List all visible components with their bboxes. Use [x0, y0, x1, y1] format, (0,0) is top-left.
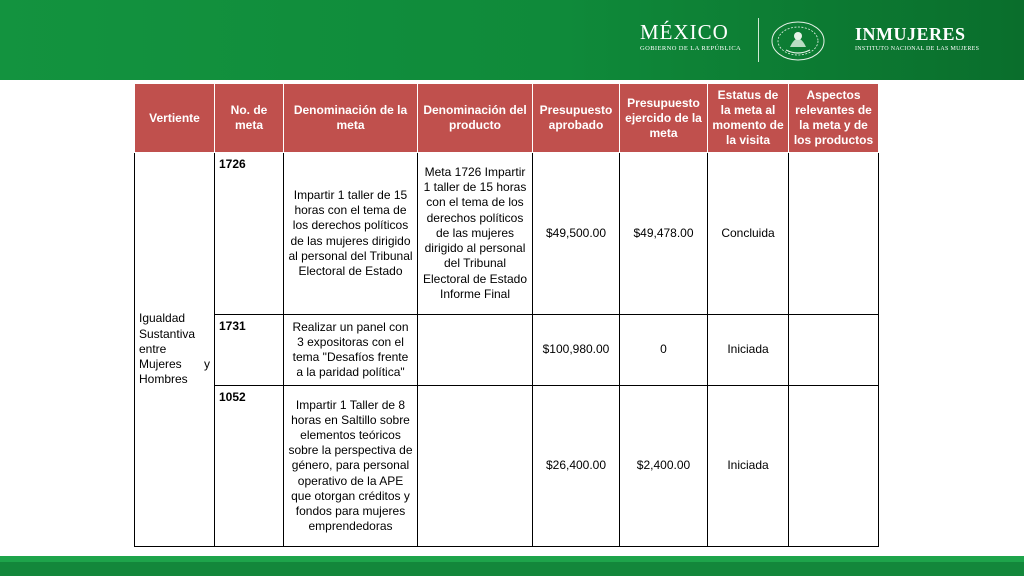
meta-description: Impartir 1 Taller de 8 horas en Saltillo sobre elementos teóricos sobre la perspectiva de género, para personal operativo de la APE que otorgan créditos y fondos para mujeres emprendedoras	[284, 386, 418, 547]
header-banner	[0, 0, 1024, 80]
meta-description: Realizar un panel con 3 expositoras con el tema "Desafíos frente a la paridad política"	[284, 315, 418, 386]
table-header-row	[135, 84, 879, 153]
aspects-cell	[789, 386, 879, 547]
header-product-name: Denominación del producto	[418, 84, 533, 153]
meta-number: 1726	[215, 153, 284, 315]
vertiente-line: Igualdad	[139, 311, 186, 326]
aspects-cell	[789, 153, 879, 315]
approved-budget: $26,400.00	[533, 386, 620, 547]
aspects-cell	[789, 315, 879, 386]
header-relevant-aspects: Aspectos relevantes de la meta y de los productos	[789, 84, 879, 153]
header-meta-number: No. de meta	[215, 84, 284, 153]
approved-budget: $49,500.00	[533, 153, 620, 315]
footer-stripe-dark	[0, 562, 1024, 576]
product-description: Meta 1726 Impartir 1 taller de 15 horas con el tema de los derechos políticos de las mujeres dirigido al personal del Tribunal Electoral de Estado Informe Final	[418, 153, 533, 315]
vertiente-word: y	[204, 357, 210, 372]
vertiente-line	[139, 357, 210, 372]
mexico-logo	[640, 20, 741, 52]
vertiente-line: Hombres	[139, 372, 188, 387]
meta-number: 1731	[215, 315, 284, 386]
table-row	[135, 386, 879, 547]
header-meta-name: Denominación de la meta	[284, 84, 418, 153]
table-row	[135, 315, 879, 386]
product-description	[418, 386, 533, 547]
vertiente-line: entre	[139, 341, 167, 356]
header-status: Estatus de la meta al momento de la visita	[708, 84, 789, 153]
status-cell: Iniciada	[708, 315, 789, 386]
status-cell: Iniciada	[708, 386, 789, 547]
spent-budget: $2,400.00	[620, 386, 708, 547]
mexico-logo-subtitle: GOBIERNO DE LA REPÚBLICA	[640, 45, 742, 52]
header-approved-budget: Presupuesto aprobado	[533, 84, 620, 153]
meta-description: Impartir 1 taller de 15 horas con el tema de los derechos políticos de las mujeres dirigido al personal del Tribunal Electoral de Estado	[284, 153, 418, 315]
status-cell: Concluida	[708, 153, 789, 315]
inmujeres-logo-title: INMUJERES	[855, 24, 966, 44]
vertiente-line: Sustantiva	[139, 326, 196, 341]
spent-budget: $49,478.00	[620, 153, 708, 315]
product-description	[418, 315, 533, 386]
national-seal-icon	[768, 20, 828, 62]
mexico-logo-title: MÉXICO	[640, 20, 729, 44]
header-vertiente: Vertiente	[135, 84, 215, 153]
spent-budget: 0	[620, 315, 708, 386]
logo-divider	[758, 18, 759, 62]
table-row	[135, 153, 879, 315]
goals-table	[134, 83, 879, 547]
vertiente-cell	[135, 153, 215, 547]
header-spent-budget: Presupuesto ejercido de la meta	[620, 84, 708, 153]
meta-number: 1052	[215, 386, 284, 547]
inmujeres-logo-subtitle: INSTITUTO NACIONAL DE LAS MUJERES	[855, 46, 980, 52]
approved-budget: $100,980.00	[533, 315, 620, 386]
vertiente-word: Mujeres	[139, 357, 182, 372]
inmujeres-logo	[855, 24, 979, 52]
